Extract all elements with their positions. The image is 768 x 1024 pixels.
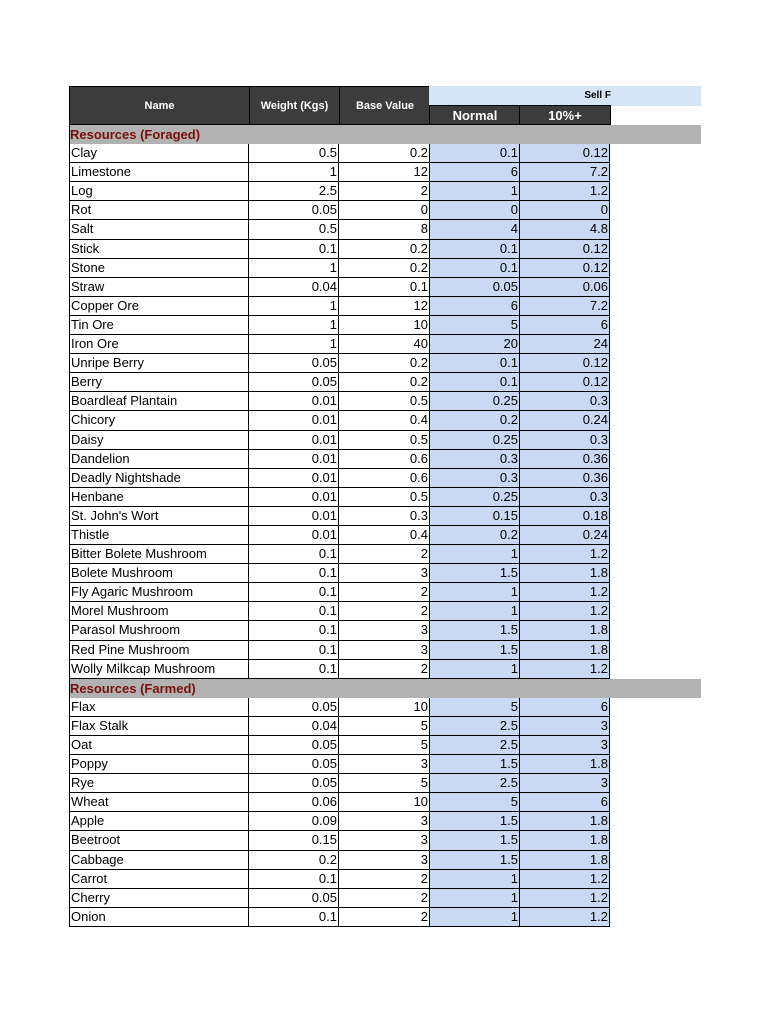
cell-name[interactable]: Carrot (69, 870, 249, 889)
cell-weight[interactable]: 1 (249, 163, 339, 182)
cell-normal[interactable]: 0.1 (430, 259, 520, 278)
cell-base-value[interactable]: 3 (339, 755, 430, 774)
section-header[interactable] (69, 125, 701, 144)
cell-weight[interactable]: 0.05 (249, 774, 339, 793)
cell-name[interactable]: Bitter Bolete Mushroom (69, 545, 249, 564)
cell-name[interactable]: Stone (69, 259, 249, 278)
section-header[interactable] (69, 679, 701, 698)
cell-normal[interactable]: 0 (430, 201, 520, 220)
table-body (69, 125, 701, 927)
cell-base-value[interactable]: 2 (339, 660, 430, 679)
cell-10-plus[interactable]: 0.3 (520, 392, 610, 411)
table-row (69, 182, 701, 201)
cell-weight[interactable]: 0.01 (249, 507, 339, 526)
cell-name[interactable]: Cherry (69, 889, 249, 908)
table-row (69, 469, 701, 488)
cell-base-value[interactable]: 0.1 (339, 278, 430, 297)
cell-base-value[interactable]: 0.3 (339, 507, 430, 526)
cell-10-plus[interactable]: 1.8 (520, 641, 610, 660)
cell-10-plus[interactable]: 0 (520, 201, 610, 220)
cell-normal[interactable]: 2.5 (430, 774, 520, 793)
table-row (69, 278, 701, 297)
cell-normal[interactable]: 2.5 (430, 736, 520, 755)
cell-weight[interactable]: 1 (249, 316, 339, 335)
cell-10-plus[interactable]: 1.2 (520, 870, 610, 889)
cell-10-plus[interactable]: 4.8 (520, 220, 610, 239)
cell-normal[interactable]: 0.1 (430, 354, 520, 373)
table-row (69, 526, 701, 545)
cell-normal[interactable]: 0.1 (430, 373, 520, 392)
table-row (69, 507, 701, 526)
cell-10-plus[interactable]: 0.18 (520, 507, 610, 526)
cell-10-plus[interactable]: 1.2 (520, 602, 610, 621)
cell-name[interactable]: Onion (69, 908, 249, 927)
cell-10-plus[interactable]: 0.3 (520, 488, 610, 507)
cell-normal[interactable]: 1 (430, 602, 520, 621)
cell-10-plus[interactable]: 3 (520, 774, 610, 793)
cell-10-plus[interactable]: 1.2 (520, 908, 610, 927)
cell-weight[interactable]: 0.01 (249, 526, 339, 545)
table-row (69, 602, 701, 621)
cell-10-plus[interactable]: 0.06 (520, 278, 610, 297)
cell-weight[interactable]: 0.05 (249, 736, 339, 755)
cell-normal[interactable]: 5 (430, 316, 520, 335)
cell-name[interactable]: Berry (69, 373, 249, 392)
cell-weight[interactable]: 0.05 (249, 755, 339, 774)
cell-normal[interactable]: 5 (430, 698, 520, 717)
table-row (69, 851, 701, 870)
col-header-base-value[interactable]: Base Value (339, 86, 431, 125)
cell-name[interactable]: Rye (69, 774, 249, 793)
cell-normal[interactable]: 1.5 (430, 564, 520, 583)
cell-normal[interactable]: 0.25 (430, 431, 520, 450)
cell-weight[interactable]: 0.04 (249, 278, 339, 297)
cell-base-value[interactable]: 3 (339, 621, 430, 640)
table-row (69, 354, 701, 373)
cell-10-plus[interactable]: 6 (520, 316, 610, 335)
table-row (69, 201, 701, 220)
cell-weight[interactable]: 1 (249, 335, 339, 354)
cell-name[interactable]: Cabbage (69, 851, 249, 870)
table-row (69, 163, 701, 182)
cell-weight[interactable]: 0.5 (249, 144, 339, 163)
cell-name[interactable]: Clay (69, 144, 249, 163)
cell-normal[interactable]: 0.2 (430, 411, 520, 430)
cell-weight[interactable]: 0.5 (249, 220, 339, 239)
cell-base-value[interactable]: 12 (339, 297, 430, 316)
cell-base-value[interactable]: 3 (339, 564, 430, 583)
cell-normal[interactable]: 0.1 (430, 144, 520, 163)
cell-weight[interactable]: 0.05 (249, 889, 339, 908)
table-row (69, 889, 701, 908)
cell-normal[interactable]: 5 (430, 793, 520, 812)
cell-10-plus[interactable]: 0.12 (520, 354, 610, 373)
table-row (69, 774, 701, 793)
table-row (69, 831, 701, 850)
cell-name[interactable]: Salt (69, 220, 249, 239)
cell-weight[interactable]: 0.01 (249, 411, 339, 430)
cell-name[interactable]: Oat (69, 736, 249, 755)
table-row (69, 316, 701, 335)
cell-base-value[interactable]: 5 (339, 717, 430, 736)
cell-name[interactable]: Log (69, 182, 249, 201)
cell-base-value[interactable]: 10 (339, 793, 430, 812)
cell-10-plus[interactable]: 6 (520, 793, 610, 812)
cell-normal[interactable]: 0.25 (430, 488, 520, 507)
cell-weight[interactable]: 0.1 (249, 240, 339, 259)
cell-base-value[interactable]: 12 (339, 163, 430, 182)
cell-normal[interactable]: 1 (430, 870, 520, 889)
cell-weight[interactable]: 0.1 (249, 641, 339, 660)
cell-base-value[interactable]: 2 (339, 583, 430, 602)
table-row (69, 755, 701, 774)
cell-10-plus[interactable]: 0.3 (520, 431, 610, 450)
cell-10-plus[interactable]: 1.8 (520, 564, 610, 583)
cell-name[interactable]: Bolete Mushroom (69, 564, 249, 583)
cell-base-value[interactable]: 3 (339, 831, 430, 850)
cell-10-plus[interactable]: 1.8 (520, 851, 610, 870)
cell-weight[interactable]: 0.1 (249, 621, 339, 640)
cell-10-plus[interactable]: 1.2 (520, 545, 610, 564)
cell-weight[interactable]: 1 (249, 297, 339, 316)
cell-weight[interactable]: 0.01 (249, 469, 339, 488)
cell-10-plus[interactable]: 7.2 (520, 163, 610, 182)
spreadsheet (69, 86, 701, 927)
cell-normal[interactable]: 1 (430, 182, 520, 201)
cell-normal[interactable]: 0.1 (430, 240, 520, 259)
cell-base-value[interactable]: 40 (339, 335, 430, 354)
col-header-weight[interactable]: Weight (Kgs) (249, 86, 340, 125)
cell-normal[interactable]: 0.3 (430, 450, 520, 469)
cell-weight[interactable]: 0.01 (249, 431, 339, 450)
cell-name[interactable]: Unripe Berry (69, 354, 249, 373)
cell-10-plus[interactable]: 0.24 (520, 526, 610, 545)
cell-name[interactable]: Parasol Mushroom (69, 621, 249, 640)
cell-name[interactable]: St. John's Wort (69, 507, 249, 526)
cell-10-plus[interactable]: 1.2 (520, 583, 610, 602)
cell-10-plus[interactable]: 0.24 (520, 411, 610, 430)
table-row (69, 717, 701, 736)
cell-10-plus[interactable]: 0.12 (520, 144, 610, 163)
cell-10-plus[interactable]: 1.2 (520, 660, 610, 679)
cell-normal[interactable]: 1 (430, 889, 520, 908)
cell-base-value[interactable]: 0.2 (339, 240, 430, 259)
cell-weight[interactable]: 0.04 (249, 717, 339, 736)
cell-10-plus[interactable]: 1.8 (520, 621, 610, 640)
cell-10-plus[interactable]: 0.36 (520, 450, 610, 469)
cell-name[interactable]: Thistle (69, 526, 249, 545)
cell-base-value[interactable]: 0.5 (339, 392, 430, 411)
table-row (69, 812, 701, 831)
table-row (69, 259, 701, 278)
table-row (69, 870, 701, 889)
cell-base-value[interactable]: 3 (339, 812, 430, 831)
cell-base-value[interactable]: 2 (339, 889, 430, 908)
cell-name[interactable]: Morel Mushroom (69, 602, 249, 621)
table-row (69, 392, 701, 411)
cell-10-plus[interactable]: 1.8 (520, 831, 610, 850)
cell-normal[interactable]: 1 (430, 660, 520, 679)
cell-base-value[interactable]: 0.2 (339, 259, 430, 278)
cell-base-value[interactable]: 10 (339, 698, 430, 717)
table-row (69, 698, 701, 717)
cell-normal[interactable]: 1.5 (430, 641, 520, 660)
header-row (69, 86, 701, 125)
cell-name[interactable]: Limestone (69, 163, 249, 182)
cell-weight[interactable]: 0.1 (249, 602, 339, 621)
cell-base-value[interactable]: 3 (339, 851, 430, 870)
table-row (69, 908, 701, 927)
table-row (69, 240, 701, 259)
table-row (69, 660, 701, 679)
cell-name[interactable]: Straw (69, 278, 249, 297)
table-row (69, 373, 701, 392)
cell-weight[interactable]: 0.05 (249, 373, 339, 392)
col-header-name[interactable]: Name (69, 86, 250, 125)
cell-base-value[interactable]: 0.2 (339, 354, 430, 373)
table-row (69, 220, 701, 239)
table-row (69, 793, 701, 812)
cell-name[interactable]: Chicory (69, 411, 249, 430)
cell-base-value[interactable]: 10 (339, 316, 430, 335)
cell-normal[interactable]: 0.05 (430, 278, 520, 297)
table-row (69, 564, 701, 583)
cell-base-value[interactable]: 0.6 (339, 450, 430, 469)
cell-name[interactable]: Poppy (69, 755, 249, 774)
cell-weight[interactable]: 0.2 (249, 851, 339, 870)
cell-normal[interactable]: 6 (430, 163, 520, 182)
cell-weight[interactable]: 0.05 (249, 698, 339, 717)
cell-10-plus[interactable]: 7.2 (520, 297, 610, 316)
cell-normal[interactable]: 1.5 (430, 831, 520, 850)
cell-name[interactable]: Henbane (69, 488, 249, 507)
cell-10-plus[interactable]: 24 (520, 335, 610, 354)
cell-name[interactable]: Flax (69, 698, 249, 717)
col-header-sell-price[interactable]: Sell F (429, 86, 701, 106)
col-header-normal[interactable]: Normal (429, 105, 521, 125)
table-row (69, 431, 701, 450)
table-row (69, 144, 701, 163)
cell-name[interactable]: Boardleaf Plantain (69, 392, 249, 411)
cell-normal[interactable]: 2.5 (430, 717, 520, 736)
cell-base-value[interactable]: 2 (339, 182, 430, 201)
table-row (69, 297, 701, 316)
cell-weight[interactable]: 0.1 (249, 870, 339, 889)
cell-normal[interactable]: 0.3 (430, 469, 520, 488)
cell-10-plus[interactable]: 0.36 (520, 469, 610, 488)
col-header-10-plus[interactable]: 10%+ (519, 105, 611, 125)
cell-base-value[interactable]: 2 (339, 545, 430, 564)
cell-weight[interactable]: 0.01 (249, 450, 339, 469)
cell-weight[interactable]: 0.09 (249, 812, 339, 831)
section-title: Resources (Foraged) (70, 127, 201, 142)
cell-name[interactable]: Wolly Milkcap Mushroom (69, 660, 249, 679)
cell-weight[interactable]: 0.06 (249, 793, 339, 812)
cell-normal[interactable]: 0.2 (430, 526, 520, 545)
cell-10-plus[interactable]: 1.8 (520, 812, 610, 831)
cell-normal[interactable]: 1.5 (430, 755, 520, 774)
cell-base-value[interactable]: 0.5 (339, 488, 430, 507)
cell-normal[interactable]: 0.25 (430, 392, 520, 411)
cell-weight[interactable]: 0.05 (249, 201, 339, 220)
cell-name[interactable]: Red Pine Mushroom (69, 641, 249, 660)
cell-base-value[interactable]: 0.4 (339, 526, 430, 545)
cell-10-plus[interactable]: 1.8 (520, 755, 610, 774)
cell-base-value[interactable]: 0.5 (339, 431, 430, 450)
cell-10-plus[interactable]: 0.12 (520, 259, 610, 278)
cell-normal[interactable]: 20 (430, 335, 520, 354)
table-row (69, 488, 701, 507)
cell-base-value[interactable]: 8 (339, 220, 430, 239)
table-row (69, 736, 701, 755)
cell-name[interactable]: Deadly Nightshade (69, 469, 249, 488)
cell-weight[interactable]: 2.5 (249, 182, 339, 201)
cell-normal[interactable]: 1 (430, 545, 520, 564)
cell-base-value[interactable]: 5 (339, 736, 430, 755)
cell-base-value[interactable]: 3 (339, 641, 430, 660)
cell-base-value[interactable]: 0.6 (339, 469, 430, 488)
cell-weight[interactable]: 1 (249, 259, 339, 278)
cell-base-value[interactable]: 5 (339, 774, 430, 793)
cell-base-value[interactable]: 0 (339, 201, 430, 220)
cell-base-value[interactable]: 0.4 (339, 411, 430, 430)
cell-weight[interactable]: 0.1 (249, 545, 339, 564)
cell-10-plus[interactable]: 0.12 (520, 240, 610, 259)
cell-normal[interactable]: 1 (430, 583, 520, 602)
cell-normal[interactable]: 6 (430, 297, 520, 316)
cell-10-plus[interactable]: 0.12 (520, 373, 610, 392)
table-row (69, 450, 701, 469)
cell-name[interactable]: Tin Ore (69, 316, 249, 335)
cell-weight[interactable]: 0.1 (249, 660, 339, 679)
cell-name[interactable]: Fly Agaric Mushroom (69, 583, 249, 602)
cell-weight[interactable]: 0.1 (249, 908, 339, 927)
cell-name[interactable]: Beetroot (69, 831, 249, 850)
cell-normal[interactable]: 1.5 (430, 851, 520, 870)
cell-name[interactable]: Iron Ore (69, 335, 249, 354)
cell-weight[interactable]: 0.1 (249, 564, 339, 583)
cell-weight[interactable]: 0.01 (249, 488, 339, 507)
table-row (69, 641, 701, 660)
cell-normal[interactable]: 1 (430, 908, 520, 927)
cell-10-plus[interactable]: 1.2 (520, 889, 610, 908)
cell-name[interactable]: Stick (69, 240, 249, 259)
cell-name[interactable]: Flax Stalk (69, 717, 249, 736)
cell-base-value[interactable]: 2 (339, 870, 430, 889)
table-row (69, 621, 701, 640)
cell-weight[interactable]: 0.01 (249, 392, 339, 411)
cell-normal[interactable]: 0.15 (430, 507, 520, 526)
cell-weight[interactable]: 0.15 (249, 831, 339, 850)
cell-10-plus[interactable]: 1.2 (520, 182, 610, 201)
cell-name[interactable]: Daisy (69, 431, 249, 450)
cell-10-plus[interactable]: 6 (520, 698, 610, 717)
section-title: Resources (Farmed) (70, 680, 196, 696)
cell-weight[interactable]: 0.1 (249, 583, 339, 602)
cell-name[interactable]: Dandelion (69, 450, 249, 469)
cell-name[interactable]: Rot (69, 201, 249, 220)
cell-name[interactable]: Apple (69, 812, 249, 831)
table-row (69, 411, 701, 430)
cell-10-plus[interactable]: 3 (520, 717, 610, 736)
table-row (69, 583, 701, 602)
table-row (69, 335, 701, 354)
cell-10-plus[interactable]: 3 (520, 736, 610, 755)
cell-name[interactable]: Wheat (69, 793, 249, 812)
cell-base-value[interactable]: 2 (339, 602, 430, 621)
cell-normal[interactable]: 1.5 (430, 812, 520, 831)
cell-base-value[interactable]: 0.2 (339, 144, 430, 163)
cell-name[interactable]: Copper Ore (69, 297, 249, 316)
cell-normal[interactable]: 4 (430, 220, 520, 239)
cell-weight[interactable]: 0.05 (249, 354, 339, 373)
cell-base-value[interactable]: 2 (339, 908, 430, 927)
table-row (69, 545, 701, 564)
cell-base-value[interactable]: 0.2 (339, 373, 430, 392)
cell-normal[interactable]: 1.5 (430, 621, 520, 640)
